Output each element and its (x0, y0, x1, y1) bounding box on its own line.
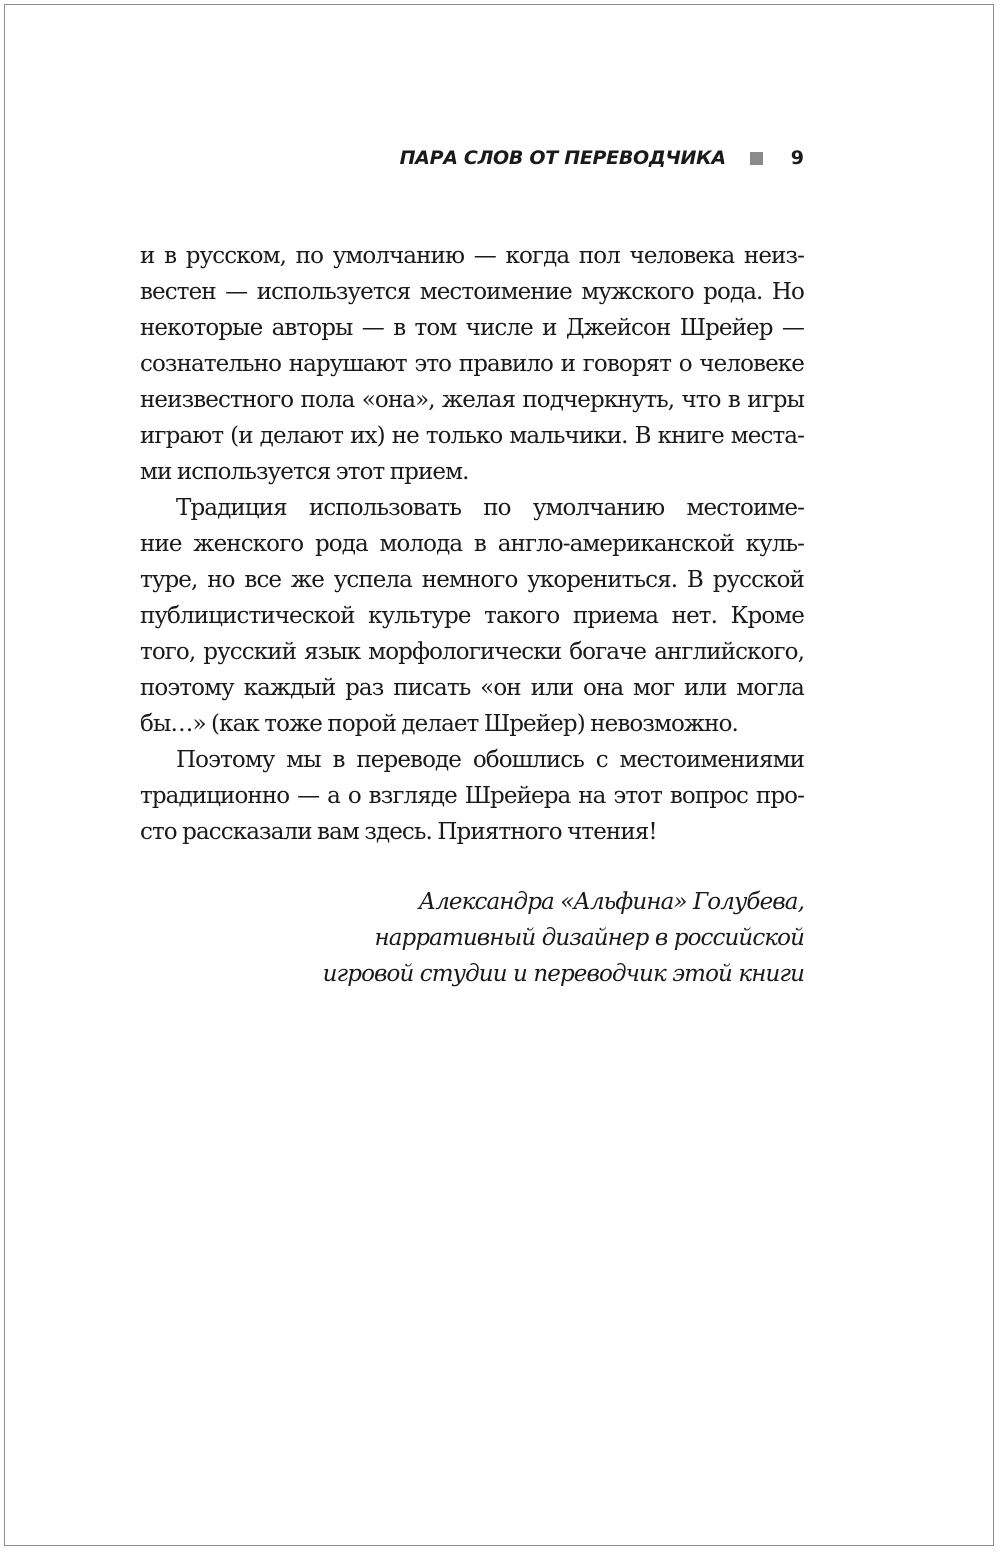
running-title: ПАРА СЛОВ ОТ ПЕРЕВОДЧИКА (399, 147, 726, 169)
paragraph-1 (140, 238, 804, 490)
text-line: играют (и делают их) не только мальчики. В книге места- (140, 423, 804, 449)
text-line: сознательно нарушают это правило и говорят о человеке (140, 351, 804, 377)
translator-signature (140, 884, 804, 992)
running-header (140, 143, 804, 173)
text-line: Традиция использовать по умолчанию местоиме- (176, 495, 804, 521)
text-line: туре, но все же успела немного укорениться. В русской (140, 567, 804, 593)
text-line: некоторые авторы — в том числе и Джейсон Шрейер — (140, 315, 804, 341)
text-line: поэтому каждый раз писать «он или она мог или могла (140, 675, 804, 701)
paragraph-3 (140, 742, 804, 850)
signature-role-continued: игровой студии и переводчик этой книги (322, 961, 804, 987)
text-line: вестен — используется местоимение мужского рода. Но (140, 279, 804, 305)
text-line: публицистической культуре такого приема нет. Кроме (140, 603, 804, 629)
text-line: и в русском, по умолчанию — когда пол человека неиз- (140, 243, 804, 269)
text-line: бы…» (как тоже порой делает Шрейер) невозможно. (140, 711, 738, 737)
paragraph-2 (140, 490, 804, 742)
body-text (140, 238, 804, 850)
text-line: того, русский язык морфологически богаче английского, (140, 639, 804, 665)
signature-name: Александра «Альфина» Голубева, (418, 889, 804, 915)
page-number: 9 (790, 147, 804, 169)
signature-role: нарративный дизайнер в российской (374, 925, 804, 951)
text-line: сто рассказали вам здесь. Приятного чтения! (140, 819, 657, 845)
text-line: неизвестного пола «она», желая подчеркнуть, что в игры (140, 387, 804, 413)
text-line: ние женского рода молода в англо-американской куль- (140, 531, 804, 557)
text-line: ми используется этот прием. (140, 459, 469, 485)
header-square-ornament (750, 152, 763, 165)
text-line: Поэтому мы в переводе обошлись с местоимениями (176, 747, 804, 773)
text-line: традиционно — а о взгляде Шрейера на этот вопрос про- (140, 783, 804, 809)
